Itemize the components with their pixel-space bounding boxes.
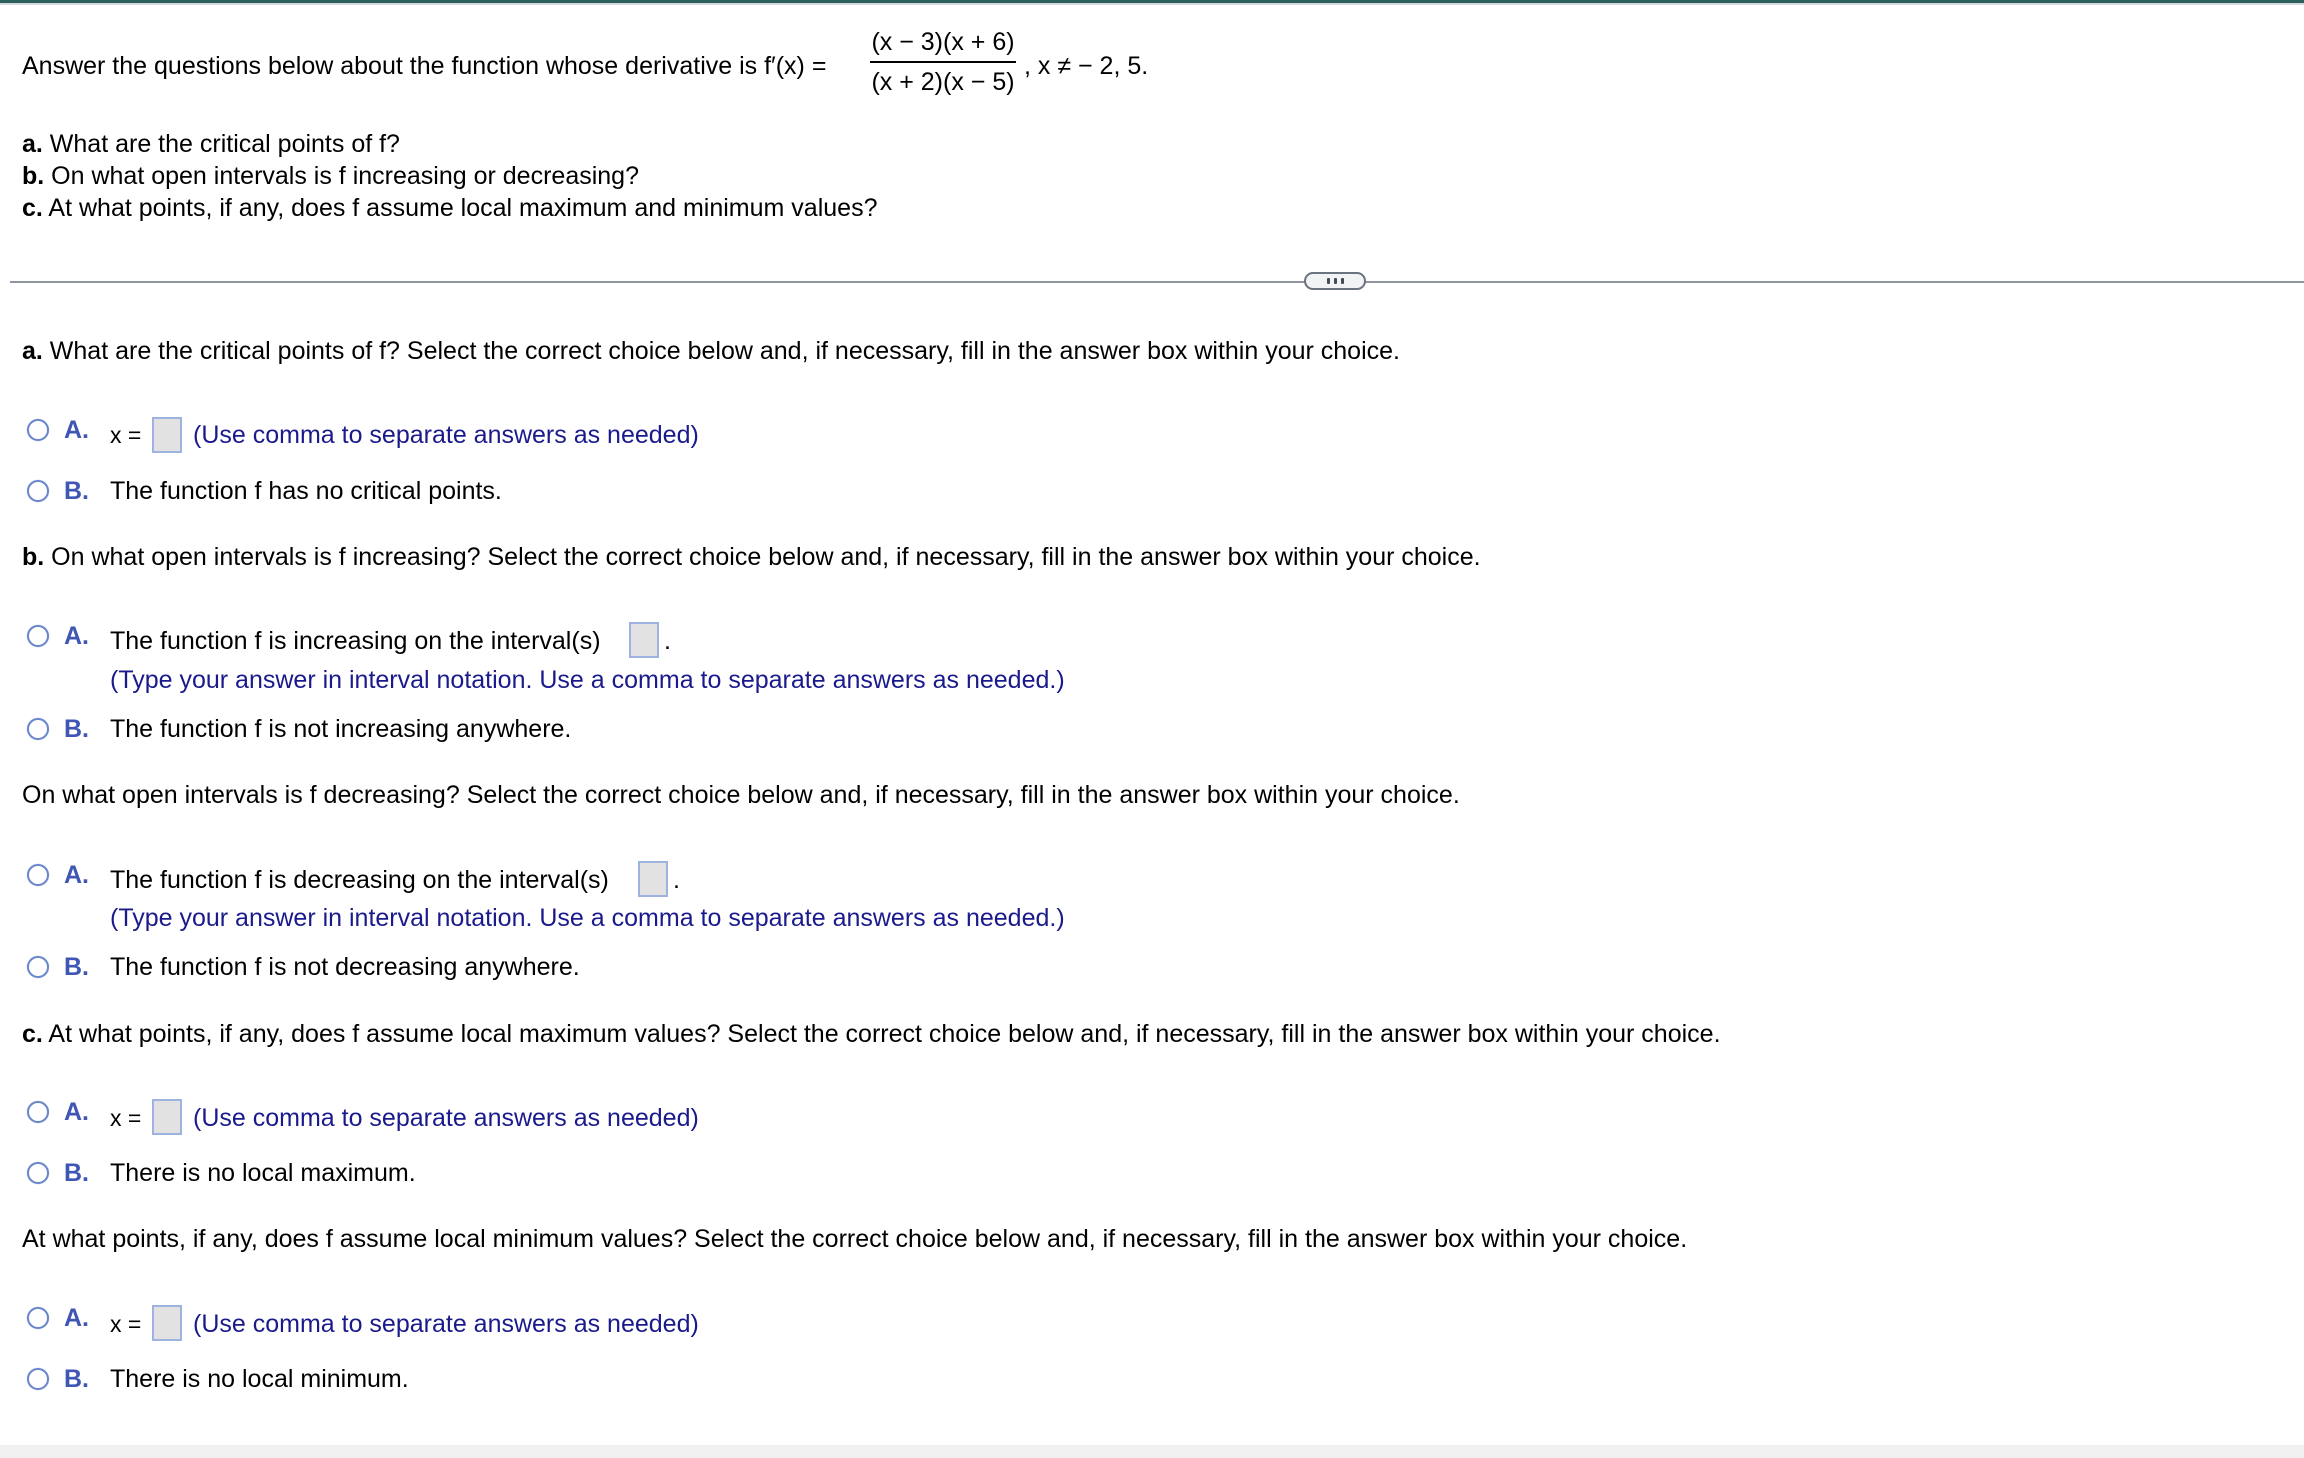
local-min-input[interactable] [152,1305,182,1341]
choice-text: The function f is increasing on the interval(s) [110,627,601,655]
part-b-inc-choice-b-radio[interactable] [27,718,49,740]
choice-letter: B. [64,953,89,981]
x-equals-label: x = [110,1311,142,1337]
input-hint: (Use comma to separate answers as needed) [193,421,699,449]
part-letter: c. [22,1020,43,1048]
choice-letter: A. [64,416,89,444]
part-letter: a. [22,337,43,365]
choice-letter: B. [64,715,89,743]
question-list-item-c [22,193,877,223]
choice-text: The function f is decreasing on the interval(s) [110,866,609,894]
choice-letter: A. [64,622,89,650]
more-options-button[interactable] [1304,272,1366,290]
increasing-interval-input[interactable] [629,622,659,658]
question-letter: b. [22,162,45,190]
input-hint: (Type your answer in interval notation. Use a comma to separate answers as needed.) [110,666,1065,694]
input-hint: (Type your answer in interval notation. Use a comma to separate answers as needed.) [110,904,1065,932]
choice-letter: B. [64,477,89,505]
part-a-choice-a-radio[interactable] [27,419,49,441]
input-hint: (Use comma to separate answers as needed) [193,1104,699,1132]
choice-letter: A. [64,861,89,889]
prompt-text: What are the critical points of f? Select the correct choice below and, if necessary, fill in the answer box within your choice. [42,337,1400,365]
input-hint: (Use comma to separate answers as needed) [193,1310,699,1338]
choice-suffix: . [673,866,680,894]
footer-strip [0,1445,2304,1458]
question-text: On what open intervals is f increasing or decreasing? [44,162,639,190]
choice-text: There is no local minimum. [110,1365,409,1393]
choice-text: There is no local maximum. [110,1159,416,1187]
choice-text: The function f has no critical points. [110,477,502,505]
fraction-denominator: (x + 2)(x − 5) [871,68,1015,96]
prompt-text: On what open intervals is f increasing? Select the correct choice below and, if necessary, fill in the answer box within your choice. [44,543,1481,571]
part-b-decreasing-prompt: On what open intervals is f decreasing? Select the correct choice below and, if necessary, fill in the answer box within your choice. [22,781,1460,809]
part-b-inc-choice-a-radio[interactable] [27,625,49,647]
derivative-fraction [868,27,1018,97]
decreasing-interval-input[interactable] [638,861,668,897]
part-c-max-choice-b-radio[interactable] [27,1162,49,1184]
critical-points-input[interactable] [152,417,182,453]
section-divider [10,281,2304,283]
x-equals-label: x = [110,422,142,448]
x-equals-label: x = [110,1105,142,1131]
part-b-dec-choice-b-radio[interactable] [27,956,49,978]
ellipsis-icon [1327,278,1330,284]
part-c-max-prompt [22,1019,1721,1049]
local-max-input[interactable] [152,1099,182,1135]
choice-text: The function f is not decreasing anywhere. [110,953,580,981]
part-letter: b. [22,543,45,571]
fraction-numerator: (x − 3)(x + 6) [871,28,1015,56]
problem-intro: Answer the questions below about the function whose derivative is f′(x) = [22,52,827,80]
part-a-choice-b-radio[interactable] [27,480,49,502]
choice-suffix: . [664,627,671,655]
domain-restriction: , x ≠ − 2, 5. [1024,52,1149,80]
prompt-text: At what points, if any, does f assume local maximum values? Select the correct choice below and, if necessary, fill in the answer box within your choice. [42,1020,1721,1048]
part-b-dec-choice-a-radio[interactable] [27,864,49,886]
part-c-min-choice-b-radio[interactable] [27,1368,49,1390]
part-c-max-choice-a-radio[interactable] [27,1101,49,1123]
part-b-increasing-prompt [22,542,1481,572]
choice-letter: A. [64,1304,89,1332]
part-c-min-prompt: At what points, if any, does f assume local minimum values? Select the correct choice below and, if necessary, fill in the answer box within your choice. [22,1225,1688,1253]
choice-letter: A. [64,1098,89,1126]
part-a-prompt [22,336,1400,366]
question-letter: a. [22,130,43,158]
choice-letter: B. [64,1159,89,1187]
ellipsis-icon [1334,278,1337,284]
question-text: What are the critical points of f? [42,130,400,158]
part-c-min-choice-a-radio[interactable] [27,1307,49,1329]
choice-text: The function f is not increasing anywhere. [110,715,572,743]
question-letter: c. [22,194,43,222]
question-list-item-a [22,129,400,159]
question-list-item-b [22,161,639,191]
ellipsis-icon [1341,278,1344,284]
choice-letter: B. [64,1365,89,1393]
question-text: At what points, if any, does f assume local maximum and minimum values? [42,194,878,222]
